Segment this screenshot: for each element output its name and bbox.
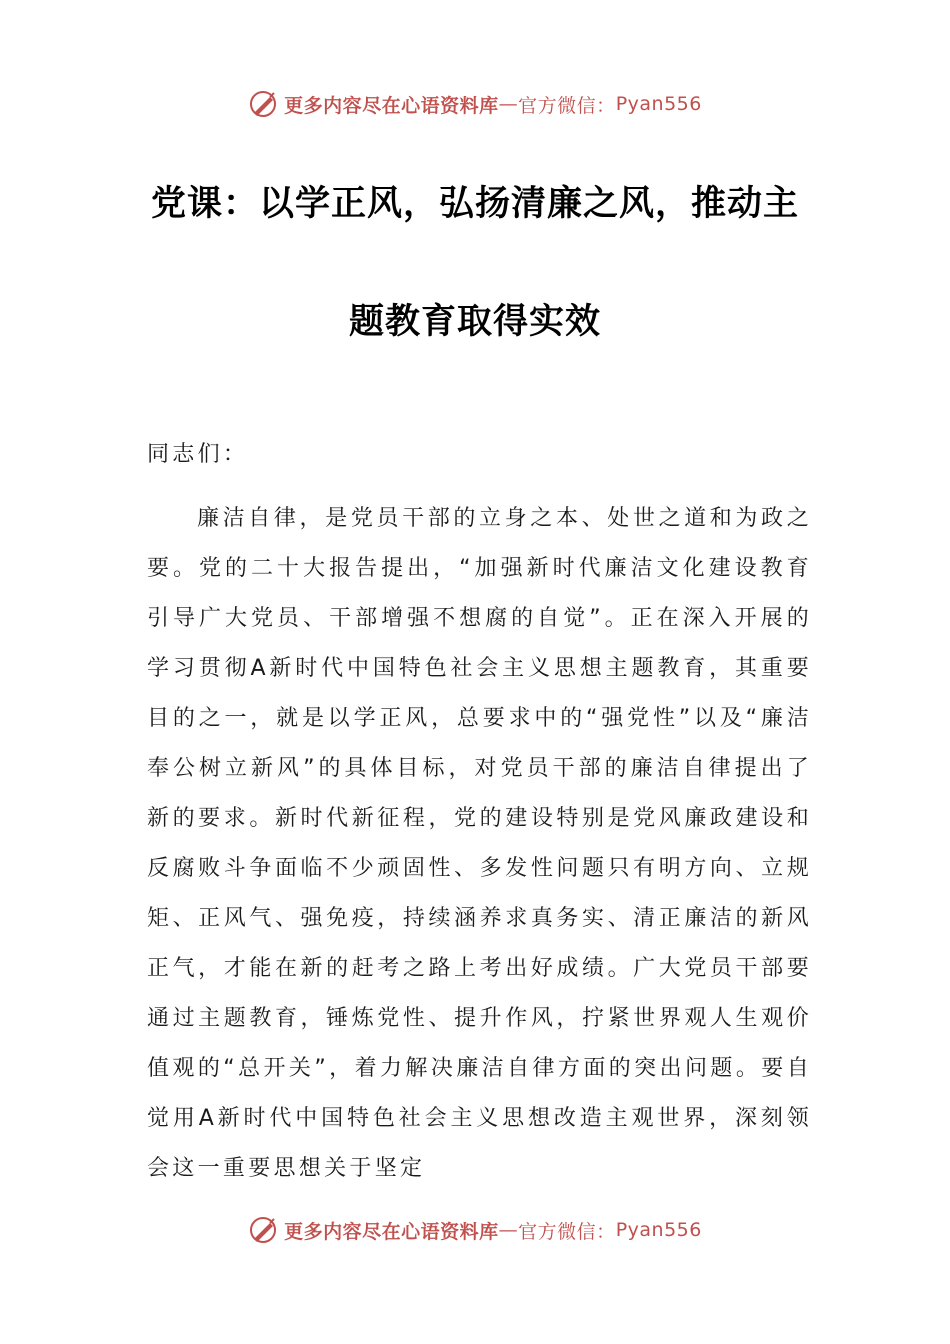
banner-brand: 更多内容尽在心语资料库 [284, 94, 499, 117]
pen-logo-icon [248, 89, 278, 119]
banner-dash: — [498, 1219, 519, 1241]
body-paragraph: 廉洁自律，是党员干部的立身之本、处世之道和为政之要。党的二十大报告提出，“加强新时代廉洁文化建设教育引导广大党员、干部增强不想腐的自觉”。正在深入开展的学习贯彻A新时代中国特色社会主义思想主题教育，其重要目的之一，就是以学正风，总要求中的“强党性”以及“廉洁奉公树立新风”的具体目标，对党员干部的廉洁自律提出了新的要求。新时代新征程，党的建设特别是党风廉政建设和反腐败斗争面临不少顽固性、多发性问题只有明方向、立规矩、正风气、强免疫，持续涵养求真务实、清正廉洁的新风正气，才能在新的赶考之路上考出好成绩。广大党员干部要通过主题教育，锤炼党性、提升作风，拧紧世界观人生观价值观的“总开关”，着力解决廉洁自律方面的突出问题。要自觉用A新时代中国特色社会主义思想改造主观世界，深刻领会这一重要思想关于坚定 [147, 506, 812, 1181]
document-body [147, 430, 812, 1194]
banner-wechat-id: Pyan556 [615, 1219, 702, 1241]
banner-wechat-label: 官方微信： [518, 1220, 616, 1243]
document-title-line-2: 题教育取得实效 [348, 301, 601, 342]
banner-dash: — [498, 93, 519, 115]
footer-watermark-banner [0, 1210, 950, 1250]
document-title-line-1: 党课：以学正风，弘扬清廉之风，推动主 [150, 183, 799, 224]
salutation: 同志们： [147, 442, 249, 467]
banner-wechat-label: 官方微信： [518, 94, 616, 117]
pen-logo-icon [248, 1215, 278, 1245]
banner-wechat-id: Pyan556 [615, 93, 702, 115]
header-watermark-banner [0, 84, 950, 124]
banner-brand: 更多内容尽在心语资料库 [284, 1220, 499, 1243]
